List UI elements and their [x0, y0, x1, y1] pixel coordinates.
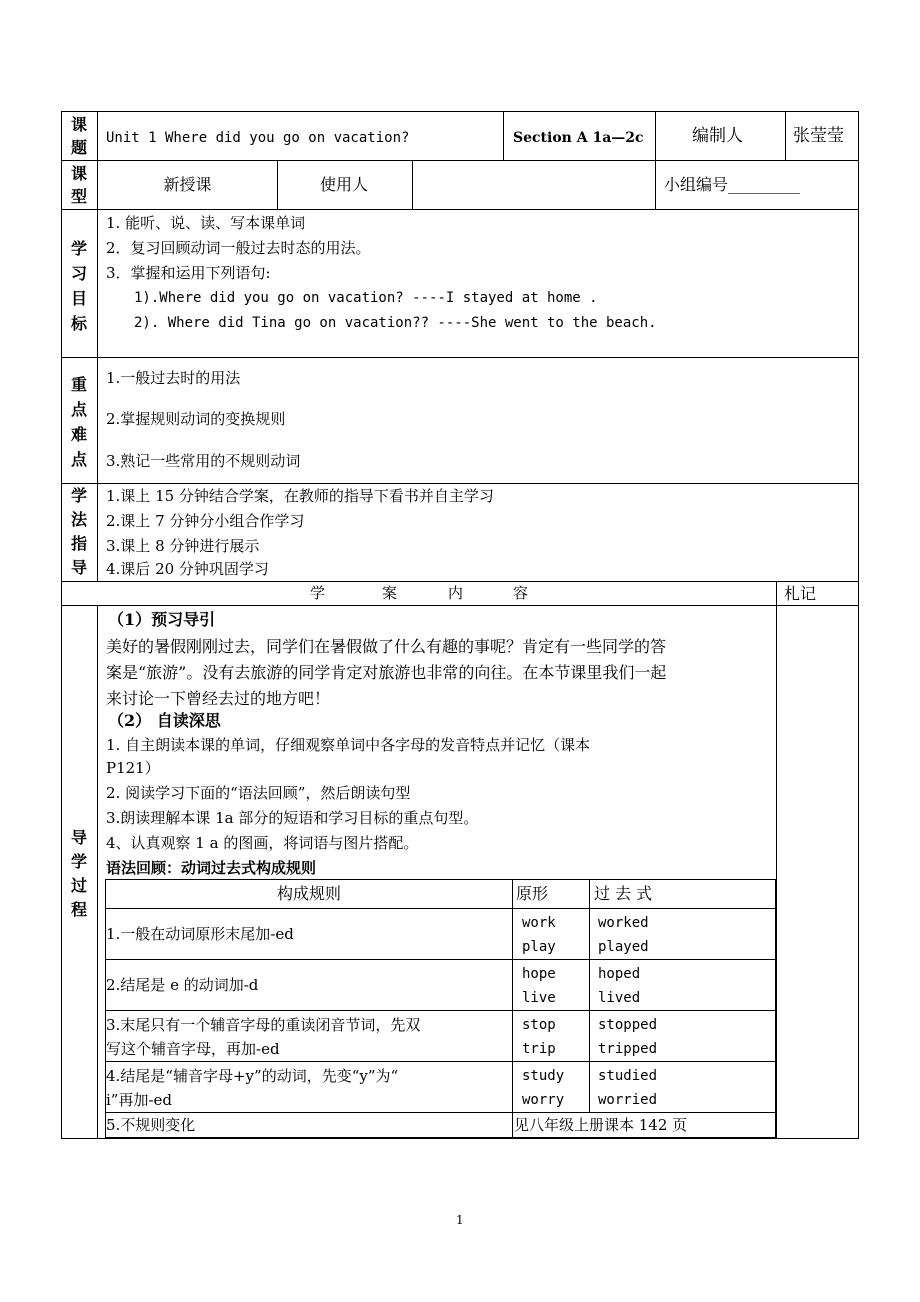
grammar-base-form: worry	[522, 1092, 565, 1108]
grammar-header-rule: 构成规则	[276, 884, 341, 903]
grammar-rule: 1.一般在动词原形末尾加-ed	[106, 925, 294, 943]
grammar-rule: 5.不规则变化	[106, 1116, 196, 1134]
grammar-past-form: hoped	[598, 966, 641, 982]
editor-name: 张莹莹	[793, 126, 844, 146]
self-study-title: （2） 自读深思	[108, 711, 221, 730]
preview-line: 美好的暑假刚刚过去，同学们在暑假做了什么有趣的事呢？肯定有一些同学的答	[106, 637, 667, 656]
user-label: 使用人	[320, 175, 369, 194]
method-item: 3.课上 8 分钟进行展示	[106, 537, 260, 555]
lesson-topic-label: 课 题	[70, 115, 87, 157]
key-point-item: 3.熟记一些常用的不规则动词	[106, 452, 301, 470]
grammar-past-form: stopped	[598, 1017, 658, 1033]
grammar-base-form: hope	[522, 966, 556, 982]
grammar-past-form: worried	[598, 1092, 658, 1108]
self-study-line: 3.朗读理解本课 1a 部分的短语和学习目标的重点句型。	[106, 809, 479, 827]
preview-line: 来讨论一下曾经去过的地方吧！	[106, 689, 331, 708]
preview-title: （1）预习导引	[108, 610, 216, 629]
lesson-type-value: 新授课	[163, 175, 212, 194]
lesson-type-label: 课 型	[70, 164, 87, 206]
objective-item: 1. 能听、说、读、写本课单词	[106, 214, 306, 232]
grammar-rule: 4.结尾是“辅音字母+y”的动词，先变“y”为“	[106, 1067, 399, 1085]
grammar-base-form: play	[522, 939, 556, 955]
method-item: 2.课上 7 分钟分小组合作学习	[106, 512, 305, 530]
self-study-line: 1. 自主朗读本课的单词，仔细观察单词中各字母的发音特点并记忆（课本	[106, 736, 591, 754]
grammar-rule: 写这个辅音字母，再加-ed	[106, 1040, 280, 1058]
grammar-base-form: trip	[522, 1041, 556, 1057]
lesson-title: Unit 1 Where did you go on vacation?	[106, 130, 410, 146]
notes-column-label: 札记	[784, 584, 817, 603]
objective-sentence: 1).Where did you go on vacation? ----I stayed at home .	[134, 290, 598, 306]
key-points-label: 重 点 难 点	[70, 375, 87, 469]
group-number-blank[interactable]: _________	[728, 175, 801, 194]
objective-sentence: 2). Where did Tina go on vacation?? ----She went to the beach.	[134, 315, 657, 331]
key-point-item: 2.掌握规则动词的变换规则	[106, 410, 286, 428]
objective-item: 3．掌握和运用下列语句:	[106, 264, 271, 282]
self-study-line: 4、认真观察 1 a 的图画，将词语与图片搭配。	[106, 834, 419, 852]
group-number-label: 小组编号_________	[664, 175, 801, 194]
grammar-rule: 3.末尾只有一个辅音字母的重读闭音节词，先双	[106, 1016, 421, 1034]
grammar-base-form: stop	[522, 1017, 556, 1033]
grammar-base-form: study	[522, 1068, 565, 1084]
section-label: Section A 1a—2c	[513, 130, 644, 146]
grammar-past-form: tripped	[598, 1041, 658, 1057]
content-header-title: 学 案 内 容	[310, 584, 529, 602]
objective-item: 2．复习回顾动词一般过去时态的用法。	[106, 239, 371, 257]
grammar-past-form: played	[598, 939, 649, 955]
guide-process-label: 导 学 过 程	[70, 828, 87, 919]
grammar-header-past: 过 去 式	[594, 884, 653, 903]
self-study-line: 2. 阅读学习下面的“语法回顾”，然后朗读句型	[106, 784, 411, 802]
method-item: 4.课后 20 分钟巩固学习	[106, 560, 269, 578]
self-study-line: P121）	[106, 759, 160, 777]
method-item: 1.课上 15 分钟结合学案，在教师的指导下看书并自主学习	[106, 487, 494, 505]
grammar-past-form: studied	[598, 1068, 658, 1084]
grammar-rule: i”再加-ed	[106, 1091, 173, 1109]
key-point-item: 1.一般过去时的用法	[106, 369, 241, 387]
grammar-header-base: 原形	[516, 884, 549, 903]
methods-label: 学 法 指 导	[70, 486, 87, 577]
grammar-past-form: lived	[598, 990, 641, 1006]
grammar-past-form: worked	[598, 915, 649, 931]
grammar-base-form: live	[522, 990, 556, 1006]
grammar-rule: 2.结尾是 e 的动词加-d	[106, 976, 259, 994]
grammar-base-form: work	[522, 915, 556, 931]
page-number: 1	[456, 1213, 464, 1227]
editor-label: 编制人	[692, 126, 743, 146]
grammar-review-title: 语法回顾：动词过去式构成规则	[106, 859, 317, 877]
objectives-label: 学 习 目 标	[70, 239, 87, 333]
preview-line: 案是“旅游”。没有去旅游的同学肯定对旅游也非常的向往。在本节课里我们一起	[106, 663, 667, 682]
grammar-irregular-note: 见八年级上册课本 142 页	[514, 1116, 688, 1134]
